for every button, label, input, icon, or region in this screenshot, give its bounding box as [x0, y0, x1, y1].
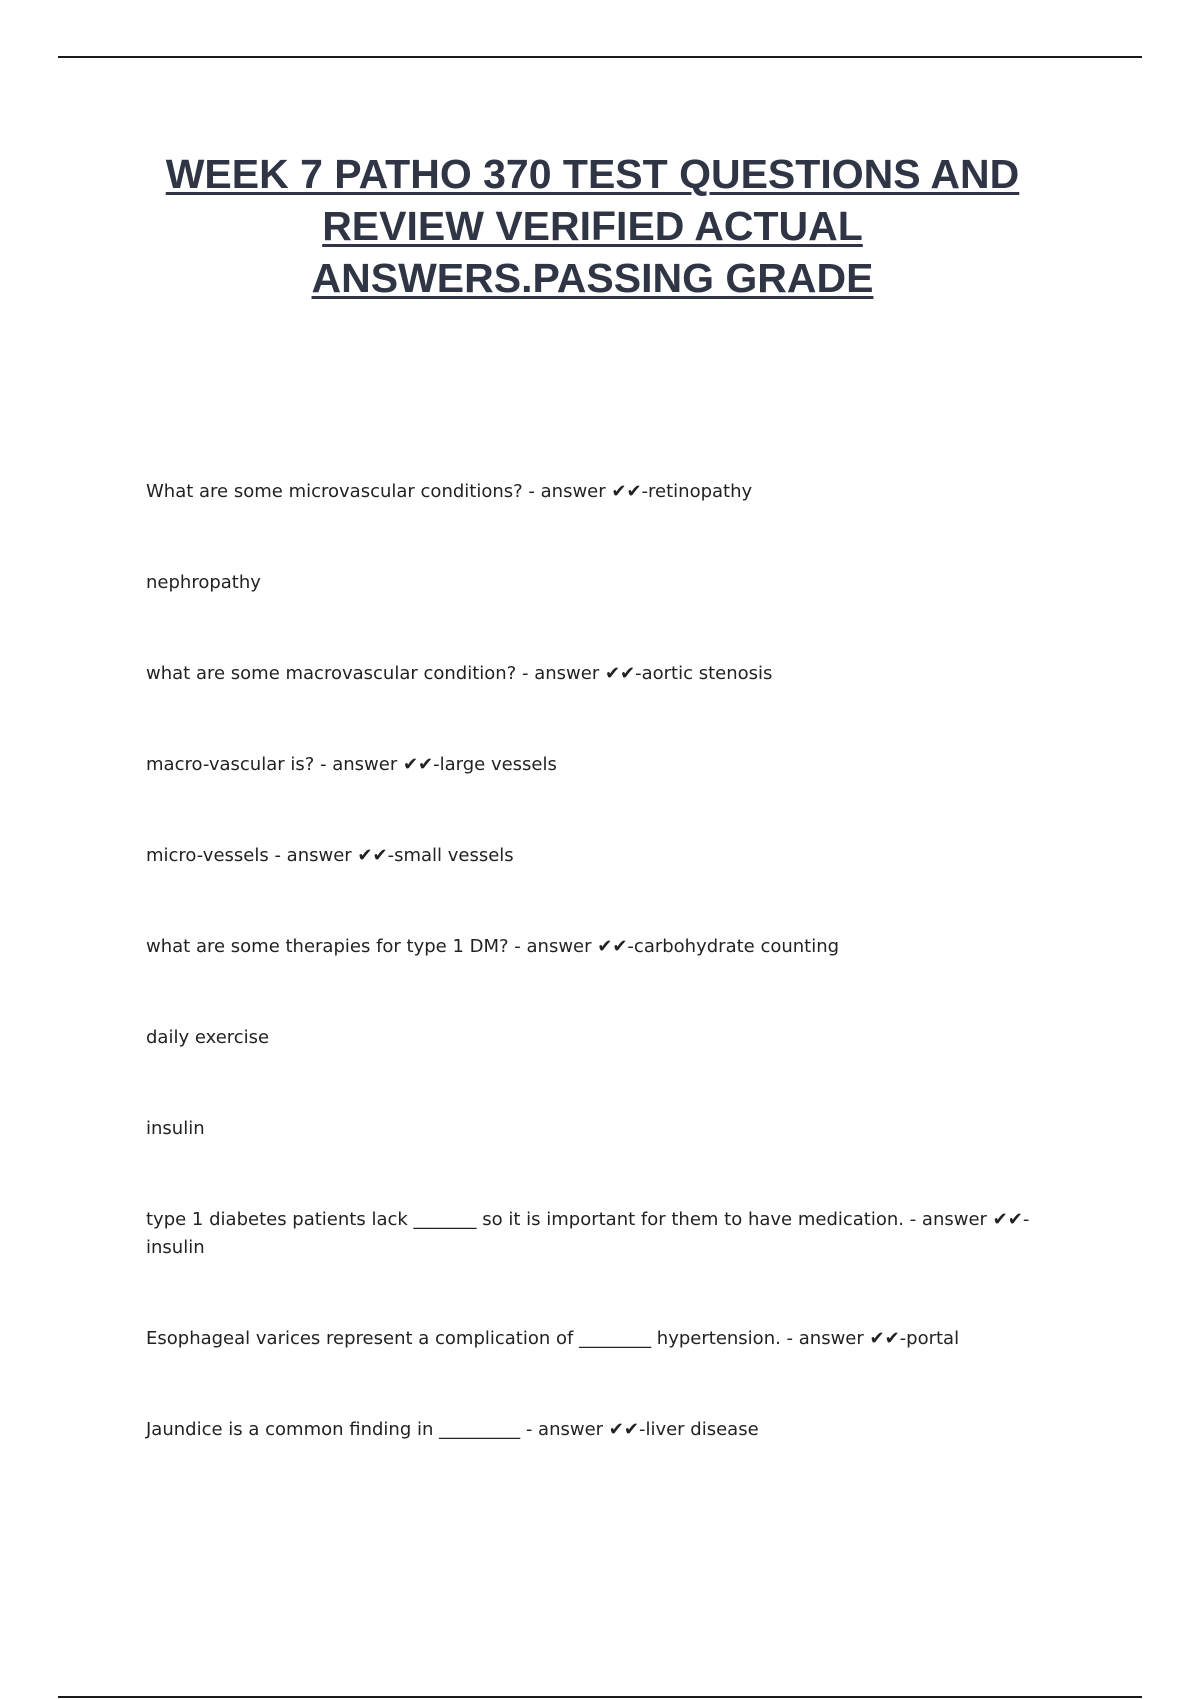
qa-paragraph: Jaundice is a common finding in _________ - answer ✔✔-liver disease	[146, 1419, 759, 1440]
qa-paragraph: nephropathy	[146, 572, 261, 593]
qa-paragraph: what are some macrovascular condition? - answer ✔✔-aortic stenosis	[146, 663, 773, 684]
qa-paragraph: Esophageal varices represent a complication of ________ hypertension. - answer ✔✔-portal	[146, 1328, 960, 1349]
bottom-rule	[58, 1696, 1142, 1698]
top-rule	[58, 56, 1142, 58]
qa-paragraph: micro-vessels - answer ✔✔-small vessels	[146, 845, 514, 866]
qa-list	[146, 478, 1066, 1444]
qa-paragraph: insulin	[146, 1118, 205, 1139]
document-title: WEEK 7 PATHO 370 TEST QUESTIONS AND REVIEW VERIFIED ACTUAL ANSWERS.PASSING GRADE	[165, 151, 1020, 301]
qa-paragraph: daily exercise	[146, 1027, 270, 1048]
qa-paragraph: type 1 diabetes patients lack _______ so it is important for them to have medication. - answer ✔✔-insulin	[146, 1209, 1030, 1258]
qa-paragraph: What are some microvascular conditions? - answer ✔✔-retinopathy	[146, 481, 753, 502]
qa-paragraph: what are some therapies for type 1 DM? - answer ✔✔-carbohydrate counting	[146, 936, 840, 957]
qa-paragraph: macro-vascular is? - answer ✔✔-large vessels	[146, 754, 557, 775]
